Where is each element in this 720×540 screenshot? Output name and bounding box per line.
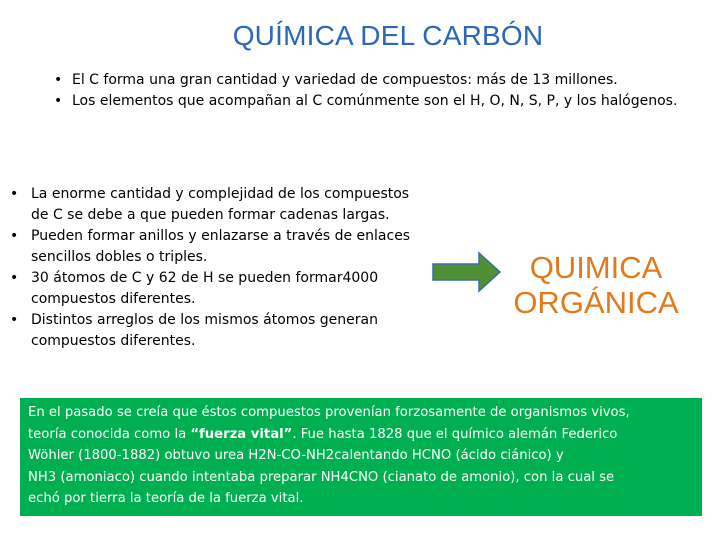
bullet-icon: •: [10, 312, 19, 328]
list-item: [10, 310, 430, 352]
list-item-text: Pueden formar anillos y enlazarse a través de enlaces sencillos dobles o triples.: [31, 228, 411, 265]
organic-label-line1: QUIMICA: [529, 250, 663, 285]
organic-chemistry-label: [498, 250, 694, 320]
bullet-icon: •: [54, 93, 63, 109]
bullet-icon: •: [10, 186, 19, 202]
history-line: echó por tierra la teoría de la fuerza vital.: [28, 491, 304, 506]
list-item: [10, 268, 430, 310]
list-item-text: Distintos arreglos de los mismos átomos generan compuestos diferentes.: [31, 312, 378, 349]
list-item-text: 30 átomos de C y 62 de H se pueden formar4000 compuestos diferentes.: [31, 270, 379, 307]
list-item-text: Los elementos que acompañan al C comúnmente son el H, O, N, S, P, y los halógenos.: [72, 93, 678, 109]
list-item: [10, 184, 430, 226]
bullet-icon: •: [10, 228, 19, 244]
vital-force-term: “fuerza vital”: [190, 426, 293, 442]
bullet-icon: •: [10, 270, 19, 286]
history-line-text: teoría conocida como la: [28, 426, 191, 442]
history-line: En el pasado se creía que éstos compuestos provenían forzosamente de organismos vivos,: [28, 405, 630, 420]
history-line: Wöhler (1800-1882) obtuvo urea H2N-CO-NH2calentando HCNO (ácido ciánico) y: [28, 448, 564, 463]
bullet-icon: •: [54, 72, 63, 88]
list-item-text: La enorme cantidad y complejidad de los compuestos de C se debe a que pueden formar cadenas largas.: [31, 186, 410, 223]
top-bullet-list: [54, 70, 677, 112]
history-line: NH3 (amoniaco) cuando intentaba preparar NH4CNO (cianato de amonio), con la cual se: [28, 469, 615, 485]
right-arrow-shape: [433, 253, 500, 291]
page-title: QUÍMICA DEL CARBÓN: [232, 20, 544, 51]
history-line: [28, 424, 694, 446]
list-item: [10, 226, 430, 268]
history-line-text: . Fue hasta 1828 que el químico alemán Federico: [292, 426, 618, 442]
left-bullet-list: [10, 184, 430, 352]
organic-label-line2: ORGÁNICA: [513, 285, 679, 320]
history-box: [20, 398, 702, 516]
list-item-text: El C forma una gran cantidad y variedad de compuestos: más de 13 millones.: [72, 72, 618, 88]
list-item: [54, 91, 677, 112]
right-arrow-icon: [432, 251, 502, 293]
list-item: [54, 70, 677, 91]
